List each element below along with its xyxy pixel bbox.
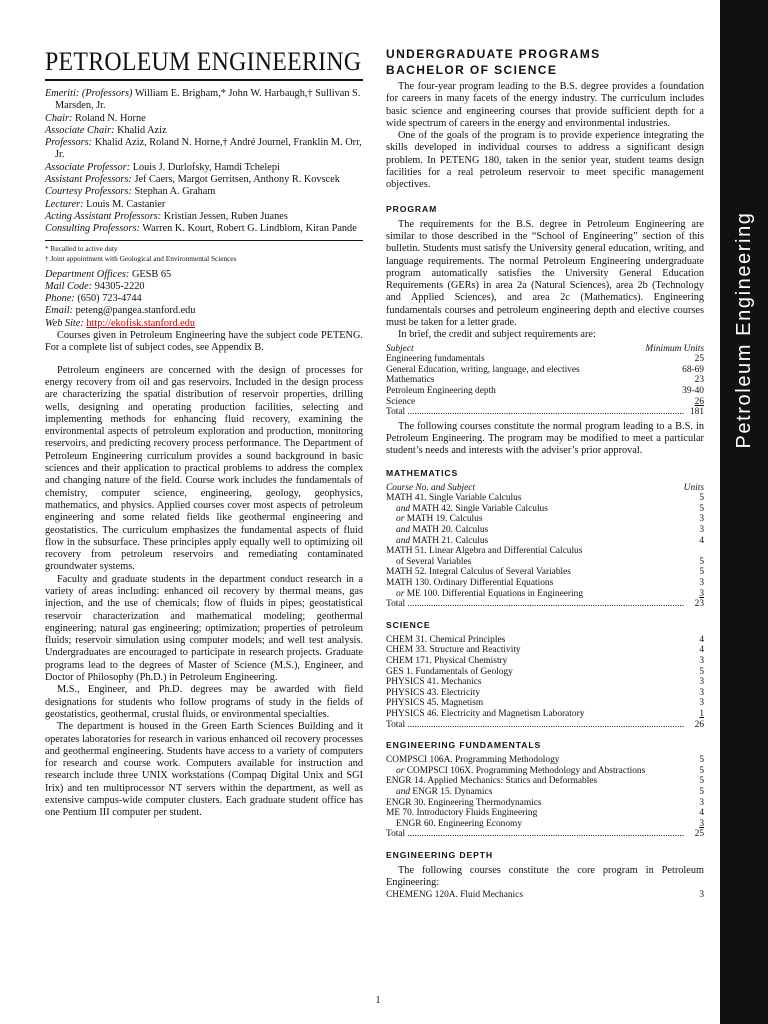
row-course: COMPSCI 106A. Programming Methodology: [386, 755, 560, 766]
row-course: CHEM 33. Structure and Reactivity: [386, 645, 521, 656]
row-units: 5: [699, 503, 704, 514]
faculty-courtesy-professors: [45, 186, 363, 198]
row-units: 5: [699, 755, 704, 766]
row-units: 68-69: [682, 364, 704, 375]
table-header: [386, 483, 704, 494]
row-course: PHYSICS 43. Electricity: [386, 687, 481, 698]
row-subject: Petroleum Engineering depth: [386, 386, 496, 397]
faculty-role: Associate Chair:: [45, 124, 115, 136]
engineering-fundamentals-heading: ENGINEERING FUNDAMENTALS: [386, 740, 542, 751]
table-row: [386, 890, 704, 901]
page-number: 1: [375, 995, 381, 1006]
section-heading-undergraduate: UNDERGRADUATE PROGRAMS: [386, 47, 601, 61]
row-course: PHYSICS 46. Electricity and Magnetism Laboratory: [386, 708, 585, 719]
table-row: [386, 525, 704, 536]
row-units: 5: [699, 666, 704, 677]
table-row: [386, 536, 704, 547]
row-units: 3: [699, 698, 704, 709]
mail-code: [45, 281, 363, 293]
table-row: [386, 787, 704, 798]
engineering-depth-paragraph: The following courses constitute the core program in Petroleum Engineering:: [386, 864, 704, 889]
row-units: 25: [694, 354, 704, 365]
web-site-link[interactable]: http://ekofisk.stanford.edu: [86, 317, 196, 329]
notes-rule: [45, 240, 363, 241]
row-course: or ME 100. Differential Equations in Engineering: [396, 588, 584, 599]
table-row: [386, 677, 704, 688]
table-total: [386, 829, 704, 840]
row-units: 26: [694, 396, 704, 407]
office-label: Web Site:: [45, 317, 84, 329]
table-row: [386, 776, 704, 787]
total-label: Total .....: [386, 829, 684, 840]
faculty-names: Warren K. Kourt, Robert G. Lindblom, Kiran Pande: [142, 223, 357, 235]
total-label: Total .....: [386, 599, 684, 610]
following-paragraph: The following courses constitute the normal program leading to a B.S. in Petroleum Engineering. The program may be modified to meet a particular student’s needs and interests with the adviser’s prior approval.: [386, 420, 704, 457]
table-total: [386, 599, 704, 610]
bs-intro-paragraph: The four-year program leading to the B.S. degree provides a foundation for careers in many facets of the energy industry. The curriculum includes basic science and engineering courses that provide sufficient depth for a wide spectrum of careers in the energy and environmental industries.: [386, 81, 704, 129]
row-units: 39-40: [682, 386, 704, 397]
total-units: 26: [694, 719, 704, 730]
column-header: Course No. and Subject: [386, 482, 476, 493]
faculty-chair: [45, 113, 363, 125]
faculty-associate-chair: [45, 125, 363, 137]
table-row: [386, 766, 704, 777]
row-course: or COMPSCI 106X. Programming Methodology and Abstractions: [396, 765, 646, 776]
total-units: 25: [694, 829, 704, 840]
faculty-consulting: [45, 223, 363, 235]
connector-word: or: [396, 765, 405, 776]
table-row: [386, 504, 704, 515]
faculty-names: Jef Caers, Margot Gerritsen, Anthony R. Kovscek: [134, 174, 340, 186]
faculty-lecturer: [45, 199, 363, 211]
row-course: CHEM 171. Physical Chemistry: [386, 656, 508, 666]
row-course: and MATH 21. Calculus: [396, 535, 489, 546]
subject-code-paragraph: Courses given in Petroleum Engineering have the subject code PETENG. For a complete list of subject codes, see Appendix B.: [45, 330, 363, 354]
faculty-names: Louis M. Castanier: [86, 198, 166, 210]
row-course: PHYSICS 41. Mechanics: [386, 677, 482, 688]
faculty-names: Louis J. Durlofsky, Hamdi Tchelepi: [132, 161, 280, 173]
table-row: [386, 808, 704, 819]
row-units: 3: [699, 797, 704, 808]
engineering-depth-heading: ENGINEERING DEPTH: [386, 849, 493, 860]
table-row: [386, 667, 704, 678]
requirements-table: [386, 344, 704, 418]
faculty-role: Emeriti: (Professors): [45, 88, 133, 99]
page-title: PETROLEUM ENGINEERING: [45, 46, 362, 76]
office-value: GESB 65: [131, 268, 172, 280]
faculty-role: Chair:: [45, 112, 73, 124]
faculty-assistant-professors: [45, 174, 363, 186]
row-course: CHEM 31. Chemical Principles: [386, 634, 506, 645]
row-course: ME 70. Introductory Fluids Engineering: [386, 808, 538, 819]
row-units: 4: [699, 808, 704, 819]
office-location: [45, 269, 363, 281]
table-row: [386, 546, 704, 557]
footnote-recalled: * Recalled to active duty: [45, 243, 118, 253]
connector-word: and: [396, 535, 411, 546]
row-units: 3: [699, 588, 704, 599]
row-course: MATH 41. Single Variable Calculus: [386, 493, 522, 504]
faculty-role: Associate Professor:: [45, 161, 131, 173]
faculty-list: [45, 88, 363, 236]
total-label: Total .....: [386, 720, 684, 731]
table-total: [386, 407, 704, 418]
office-label: Email:: [45, 305, 74, 317]
row-units: 4: [699, 535, 704, 546]
row-course: MATH 52. Integral Calculus of Several Variables: [386, 567, 571, 578]
row-units: 3: [699, 514, 704, 525]
faculty-names: Roland N. Horne: [75, 112, 146, 124]
faculty-role: Professors:: [45, 137, 93, 149]
row-units: 5: [699, 567, 704, 578]
table-row: [386, 514, 704, 525]
connector-word: and: [396, 503, 411, 514]
row-units: 3: [699, 677, 704, 688]
table-row: [386, 656, 704, 667]
row-course: MATH 130. Ordinary Differential Equations: [386, 578, 554, 589]
column-header: Subject: [386, 343, 414, 354]
row-units: 5: [699, 493, 704, 504]
row-units: 3: [699, 818, 704, 829]
row-units: 4: [699, 634, 704, 645]
science-table: [386, 635, 704, 730]
faculty-names: William E. Brigham,* John W. Harbaugh,† Sullivan S. Marsden, Jr.: [55, 88, 361, 112]
row-course: MATH 51. Linear Algebra and Differential Calculus: [386, 546, 583, 557]
row-course: ENGR 14. Applied Mechanics: Statics and Deformables: [386, 776, 598, 787]
program-paragraph: The requirements for the B.S. degree in Petroleum Engineering are similar to those described in the “School of Engineering” section of this bulletin. Students must satisfy the University general education, writing, and language requirements. The normal Petroleum Engineering undergraduate program automatically satisfies the University General Education Requirements (GERs) in area 2a (Natural Sciences), area 2b (Technology and Applied Sciences), and area 2c (Mathematics). Engineering fundamentals courses and petroleum engineering depth and elective courses must be taken for a letter grade.: [386, 218, 704, 329]
engineering-fundamentals-table: [386, 755, 704, 840]
row-units: 23: [694, 375, 704, 386]
table-total: [386, 720, 704, 731]
table-row: [386, 819, 704, 830]
faculty-emeriti: [45, 88, 363, 113]
row-units: 4: [699, 645, 704, 656]
faculty-acting-assistant: [45, 211, 363, 223]
table-row: [386, 567, 704, 578]
faculty-role: Consulting Professors:: [45, 223, 140, 235]
connector-word: and: [396, 525, 411, 536]
email-link[interactable]: peteng@pangea.stanford.edu: [75, 305, 196, 317]
email: [45, 305, 363, 317]
table-row: [386, 578, 704, 589]
science-heading: SCIENCE: [386, 619, 431, 630]
row-units: 3: [699, 889, 704, 900]
row-subject: Mathematics: [386, 375, 435, 386]
column-header: Units: [683, 482, 704, 493]
table-row: [386, 354, 704, 365]
total-units: 23: [694, 599, 704, 610]
table-row: [386, 386, 704, 397]
row-units: 5: [699, 786, 704, 797]
connector-word: or: [396, 514, 405, 525]
sidebar-title: Petroleum Engineering: [733, 211, 755, 449]
faculty-role: Lecturer:: [45, 198, 84, 210]
research-paragraph: Faculty and graduate students in the department conduct research in a variety of areas including: enhanced oil recovery by thermal means, gas injection, and the use of chemicals; flow of fluids in pipes; geostatistical reservoir characterization and mathematical modeling; geothermal engineering; natural gas engineering; optimization; properties of petroleum fluids; reservoir simulation using computer models; and well test analysis. Undergraduates are encouraged to participate in research projects. Graduate programs lead to the degrees of Master of Science (M.S.), Engineer, and Doctor of Philosophy (Ph.D.) in Petroleum Engineering.: [45, 573, 363, 684]
title-rule: [45, 79, 363, 81]
row-units: 5: [699, 776, 704, 787]
row-course: PHYSICS 45. Magnetism: [386, 698, 484, 709]
table-row: [386, 698, 704, 709]
row-course: and ENGR 15. Dynamics: [396, 786, 493, 797]
total-label: Total .....: [386, 407, 684, 418]
table-row: [386, 709, 704, 720]
table-row: [386, 493, 704, 504]
table-row: [386, 375, 704, 386]
row-units: 3: [699, 525, 704, 536]
column-header: Minimum Units: [645, 343, 704, 354]
table-row: [386, 688, 704, 699]
row-subject: Engineering fundamentals: [386, 354, 485, 365]
faculty-role: Assistant Professors:: [45, 174, 132, 186]
right-column: [386, 46, 704, 900]
degrees-paragraph: M.S., Engineer, and Ph.D. degrees may be awarded with field designations for students who follow programs of study in the fields of geostatistics, geothermal, crustal fluids, or environmental specialties.: [45, 684, 363, 720]
row-subject: General Education, writing, language, and electives: [386, 364, 580, 375]
row-units: 1: [699, 708, 704, 719]
faculty-names: Stephan A. Graham: [134, 186, 216, 198]
table-row: [386, 557, 704, 568]
mathematics-heading: MATHEMATICS: [386, 467, 459, 478]
program-heading: PROGRAM: [386, 203, 438, 214]
office-label: Department Offices:: [45, 268, 130, 280]
row-units: 5: [699, 765, 704, 776]
table-row: [386, 635, 704, 646]
faculty-professors: [45, 137, 363, 162]
bs-goals-paragraph: One of the goals of the program is to provide experience integrating the skills developed in individual courses to address a significant design problem. In PETENG 180, taken in the senior year, student teams design facilities for a real petroleum reservoir to meet specific management objectives.: [386, 130, 704, 191]
row-course: ENGR 30. Engineering Thermodynamics: [386, 797, 542, 808]
table-row: [386, 645, 704, 656]
faculty-role: Acting Assistant Professors:: [45, 210, 162, 222]
faculty-names: Khalid Aziz, Roland N. Horne,† André Journel, Franklin M. Orr, Jr.: [55, 137, 362, 161]
table-header: [386, 344, 704, 355]
faculty-associate-professor: [45, 162, 363, 174]
row-course: or MATH 19. Calculus: [396, 514, 483, 525]
requirements-lead: In brief, the credit and subject requirements are:: [398, 329, 596, 341]
table-row: [386, 755, 704, 766]
engineering-depth-table: [386, 890, 704, 901]
row-course: ENGR 60. Engineering Economy: [396, 818, 523, 829]
section-heading-bachelor: BACHELOR OF SCIENCE: [386, 63, 558, 77]
row-course: of Several Variables: [396, 556, 472, 567]
table-row: [386, 397, 704, 408]
office-value: 94305-2220: [94, 280, 145, 292]
total-units: 181: [689, 407, 704, 418]
office-value: (650) 723-4744: [77, 293, 142, 305]
phone: [45, 293, 363, 305]
row-course: and MATH 20. Calculus: [396, 525, 489, 536]
office-label: Mail Code:: [45, 280, 93, 292]
web-site: [45, 318, 363, 330]
row-units: 3: [699, 687, 704, 698]
row-subject: Science: [386, 396, 416, 407]
connector-word: and: [396, 786, 411, 797]
mathematics-table: [386, 483, 704, 610]
table-row: [386, 589, 704, 600]
office-label: Phone:: [45, 293, 75, 305]
row-units: 3: [699, 656, 704, 666]
row-course: and MATH 42. Single Variable Calculus: [396, 503, 548, 514]
table-row: [386, 365, 704, 376]
row-units: 5: [699, 556, 704, 567]
row-units: 3: [699, 578, 704, 589]
faculty-names: Khalid Aziz: [117, 124, 167, 136]
footnote-joint: † Joint appointment with Geological and Environmental Sciences: [45, 253, 237, 263]
facilities-paragraph: The department is housed in the Green Earth Sciences Building and it operates laboratories for research in various enhanced oil recovery processes and geothermal engineering. Students have access to a variety of computers for research and course work. Computers available for instruction and research include three UNIX workstations (Compaq Digital Unix and SGI Irix) and ten multiprocessor NT servers within the department, as well as extensive campus-wide computer clusters. Each graduate student office has one Pentium III computer per student.: [45, 721, 363, 819]
row-course: GES 1. Fundamentals of Geology: [386, 666, 513, 677]
intro-paragraph: Petroleum engineers are concerned with the design of processes for energy recovery from oil and gas reservoirs. Included in the design process are characterizing the spatial distribution of reservoir properties, drilling wells, designing and operating production facilities, selecting and implementing methods for enhancing fluid recovery, examining the environmental aspects of petroleum exploration and production, monitoring reservoirs, and predicting recovery process performance. The Department of Petroleum Engineering curriculum provides a sound background in basic sciences and their application to practical problems to address the complex and changing nature of the field. Course work includes the fundamentals of chemistry, computer science, engineering, geology, geophysics, mathematics, and physics. Applied courses cover most aspects of petroleum engineering and some related fields like geothermal engineering and geostatistics. The curriculum emphasizes the fundamental aspects of fluid flow in the subsurface. These principles apply equally well to optimizing oil recovery from petroleum reservoirs and remediating contaminated groundwater systems.: [45, 364, 363, 573]
faculty-role: Courtesy Professors:: [45, 186, 132, 198]
sidebar-band: [720, 0, 768, 1024]
row-course: CHEMENG 120A. Fluid Mechanics: [386, 889, 523, 900]
connector-word: or: [396, 588, 405, 599]
table-row: [386, 798, 704, 809]
left-column: [45, 46, 363, 820]
faculty-names: Kristian Jessen, Ruben Juanes: [163, 210, 288, 222]
